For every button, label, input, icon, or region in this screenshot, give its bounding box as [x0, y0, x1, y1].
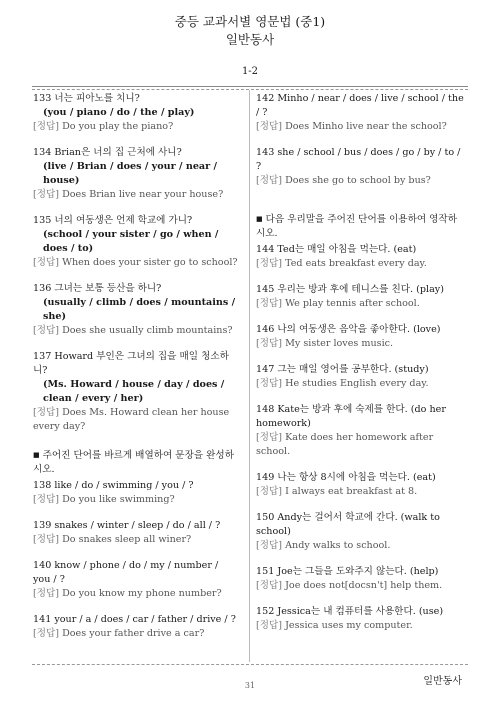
- answer-tag: [정답]: [256, 338, 283, 349]
- answer-text: Do snakes sleep all winer?: [59, 534, 192, 545]
- answer-text: He studies English every day.: [282, 378, 429, 389]
- footer-section-label: 일반동사: [423, 676, 462, 687]
- answer: [33, 256, 238, 270]
- answer-text: Kate does her homework after school.: [256, 432, 434, 457]
- question-text: 135 너의 여동생은 언제 학교에 가니?: [33, 215, 193, 226]
- top-dashed-rule: [32, 89, 468, 90]
- question-item: [256, 511, 466, 553]
- answer-tag: [정답]: [256, 175, 283, 186]
- answer-tag: [정답]: [256, 580, 283, 591]
- page-number: 31: [244, 681, 256, 690]
- answer-text: Jessica uses my computer.: [282, 620, 413, 631]
- question-item: [33, 92, 238, 134]
- question-text: 141 your / a / does / car / father / drive / ?: [33, 614, 236, 625]
- question-item: [33, 479, 238, 507]
- answer-text: Do you like swimming?: [59, 494, 175, 505]
- answer: [256, 619, 466, 633]
- question-item: [256, 92, 466, 134]
- answer-text: Does she go to school by bus?: [282, 175, 431, 186]
- question-text: 147 그는 매일 영어를 공부한다. (study): [256, 364, 429, 375]
- bottom-dashed-rule: [32, 664, 468, 665]
- question-item: [256, 471, 466, 499]
- answer: [33, 324, 238, 338]
- answer: [256, 297, 466, 311]
- answer: [33, 188, 238, 202]
- question-item: [33, 519, 238, 547]
- answer: [256, 579, 466, 593]
- question-item: [256, 146, 466, 188]
- question-item: [256, 283, 466, 311]
- answer-text: I always eat breakfast at 8.: [282, 486, 418, 497]
- question-text: 142 Minho / near / does / live / school / the / ?: [256, 93, 464, 118]
- answer: [256, 539, 466, 553]
- answer-text: Andy walks to school.: [282, 540, 391, 551]
- answer-tag: [정답]: [256, 121, 283, 132]
- question-item: [33, 613, 238, 641]
- answer-tag: [정답]: [33, 189, 60, 200]
- answer: [33, 493, 238, 507]
- question-text: 137 Howard 부인은 그녀의 집을 매일 청소하니?: [33, 351, 229, 376]
- answer-text: Joe does not[docsn't] help them.: [282, 580, 443, 591]
- question-item: [256, 605, 466, 633]
- question-text: 143 she / school / bus / does / go / by / to / ?: [256, 147, 461, 172]
- section-instruction: ■ 다음 우리말을 주어진 단어를 이용하여 영작하시오.: [256, 214, 457, 239]
- question-text: 138 like / do / swimming / you / ?: [33, 480, 194, 491]
- question-item: [33, 282, 238, 338]
- answer-text: Do you play the piano?: [59, 121, 174, 132]
- word-list: (school / your sister / go / when / does / to): [43, 229, 219, 254]
- question-item: [256, 323, 466, 351]
- answer-tag: [정답]: [33, 494, 60, 505]
- question-item: [33, 214, 238, 270]
- question-text: 152 Jessica는 내 컴퓨터를 사용한다. (use): [256, 606, 444, 617]
- question-text: 136 그녀는 보통 등산을 하니?: [33, 283, 162, 294]
- question-text: 140 know / phone / do / my / number / you / ?: [33, 560, 219, 585]
- left-column: [33, 92, 238, 653]
- question-text: 146 나의 여동생은 음악을 좋아한다. (love): [256, 324, 441, 335]
- answer-text: Do you know my phone number?: [59, 588, 222, 599]
- answer: [256, 431, 466, 459]
- question-item: [33, 350, 238, 434]
- question-text: 151 Joe는 그들을 도와주지 않는다. (help): [256, 566, 439, 577]
- answer-text: When does your sister go to school?: [59, 257, 238, 268]
- answer-text: We play tennis after school.: [282, 298, 420, 309]
- answer-tag: [정답]: [33, 257, 60, 268]
- answer-tag: [정답]: [33, 588, 60, 599]
- answer: [256, 257, 466, 271]
- answer: [256, 337, 466, 351]
- question-text: 144 Ted는 매일 아침을 먹는다. (eat): [256, 244, 417, 255]
- answer-tag: [정답]: [33, 407, 60, 418]
- page-id: 1-2: [241, 66, 259, 77]
- document-title: 중등 교과서별 영문법 (중1): [174, 14, 326, 29]
- answer-tag: [정답]: [33, 325, 60, 336]
- question-item: [256, 243, 466, 271]
- question-item: [33, 146, 238, 202]
- answer-text: Does Minho live near the school?: [282, 121, 447, 132]
- answer-tag: [정답]: [256, 540, 283, 551]
- word-list: (usually / climb / does / mountains / she): [43, 297, 236, 322]
- answer: [33, 627, 238, 641]
- answer-text: Does Brian live near your house?: [59, 189, 224, 200]
- answer: [33, 587, 238, 601]
- word-list: (you / piano / do / the / play): [43, 107, 195, 118]
- question-item: [256, 565, 466, 593]
- answer-tag: [정답]: [256, 258, 283, 269]
- question-item: [256, 363, 466, 391]
- answer-text: Does she usually climb mountains?: [59, 325, 233, 336]
- question-text: 139 snakes / winter / sleep / do / all / ?: [33, 520, 221, 531]
- question-text: 134 Brian은 너의 집 근처에 사니?: [33, 147, 182, 158]
- question-text: 150 Andy는 걸어서 학교에 간다. (walk to school): [256, 512, 440, 537]
- answer-tag: [정답]: [33, 628, 60, 639]
- answer-tag: [정답]: [33, 121, 60, 132]
- document-subtitle: 일반동사: [225, 32, 275, 47]
- answer-tag: [정답]: [256, 298, 283, 309]
- bullet-icon: ■: [33, 451, 40, 459]
- answer-text: Does Ms. Howard clean her house every day?: [33, 407, 230, 432]
- section-instruction: ■ 주어진 단어를 바르게 배열하여 문장을 완성하시오.: [33, 450, 234, 475]
- answer: [256, 120, 466, 134]
- answer-text: Ted eats breakfast every day.: [282, 258, 427, 269]
- answer-tag: [정답]: [256, 620, 283, 631]
- answer: [33, 533, 238, 547]
- word-list: (live / Brian / does / your / near / house): [43, 161, 218, 186]
- answer: [256, 377, 466, 391]
- question-text: 145 우리는 방과 후에 테니스를 친다. (play): [256, 284, 444, 295]
- answer-text: Does your father drive a car?: [59, 628, 205, 639]
- word-list: (Ms. Howard / house / day / does / clean / every / her): [43, 379, 225, 404]
- question-text: 149 나는 항상 8시에 아침을 먹는다. (eat): [256, 472, 436, 483]
- column-divider: [249, 90, 250, 662]
- answer-tag: [정답]: [33, 534, 60, 545]
- answer: [33, 120, 238, 134]
- question-text: 148 Kate는 방과 후에 숙제를 한다. (do her homework): [256, 404, 446, 429]
- answer: [256, 174, 466, 188]
- top-rule: [32, 86, 468, 87]
- answer-tag: [정답]: [256, 486, 283, 497]
- right-column: [256, 92, 466, 645]
- question-item: [256, 403, 466, 459]
- answer: [256, 485, 466, 499]
- question-item: [33, 559, 238, 601]
- bullet-icon: ■: [256, 215, 263, 223]
- answer-tag: [정답]: [256, 378, 283, 389]
- answer-tag: [정답]: [256, 432, 283, 443]
- answer-text: My sister loves music.: [282, 338, 394, 349]
- answer: [33, 406, 238, 434]
- question-text: 133 너는 피아노를 치니?: [33, 93, 140, 104]
